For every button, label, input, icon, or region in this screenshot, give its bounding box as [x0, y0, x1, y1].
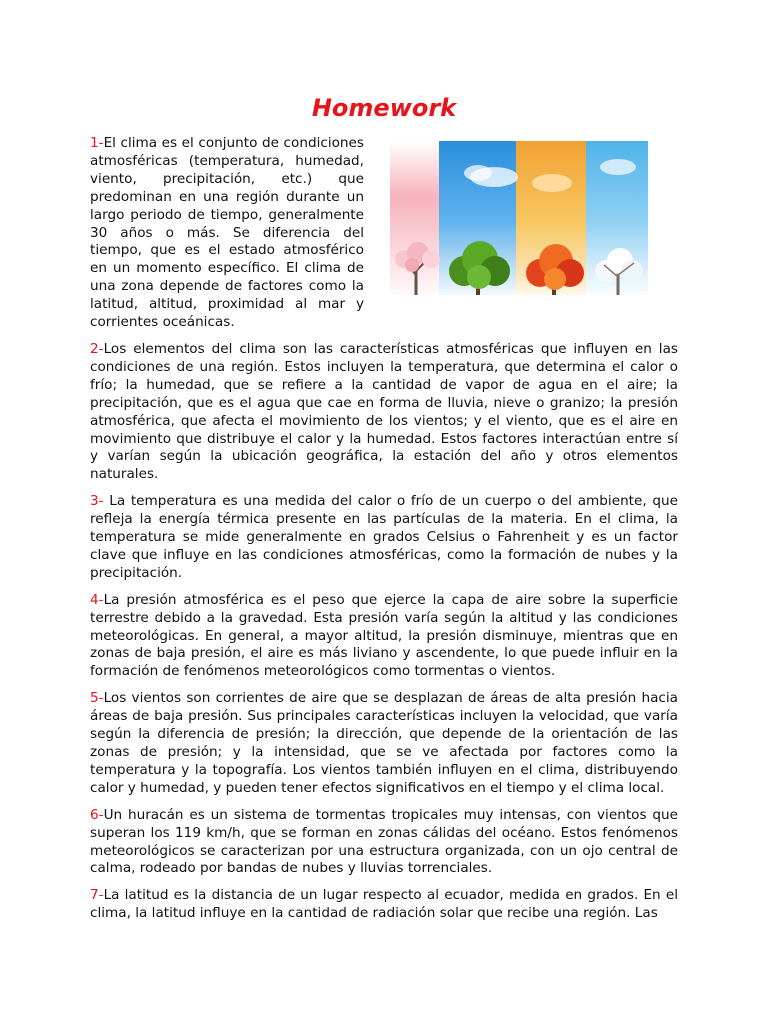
paragraph-5: [90, 690, 678, 797]
paragraph-text: Los elementos del clima son las características atmosféricas que influyen en las condiciones de una región. Estos incluyen la temperatura, que determina el calor o frío; la humedad, que se refiere a la cantidad de vapor de agua en el aire; la precipitación, que es el agua que cae en forma de lluvia, nieve o granizo; la presión atmosférica, que afecta el movimiento de los vientos; y el viento, que es el aire en movimiento que distribuye el calor y la humedad. Estos factores interactúan entre sí y varían según la ubicación geográfica, la estación del año y otros elementos naturales.: [90, 340, 678, 483]
four-seasons-trees-image: [382, 137, 650, 305]
paragraph-text: La presión atmosférica es el peso que ejerce la capa de aire sobre la superficie terrestre debido a la gravedad. Esta presión varía según la altitud y las condiciones meteorológicas. En general, a mayor altitud, la presión disminuye, mientras que en zonas de baja presión, el aire es más liviano y ascendente, lo que puede influir en la formación de fenómenos meteorológicos como tormentas o vientos.: [90, 591, 678, 680]
four-seasons-trees-icon: [382, 137, 650, 305]
paragraph-text: El clima es el conjunto de condiciones atmosféricas (temperatura, humedad, viento, precipitación, etc.) que predominan en una región durante un largo periodo de tiempo, generalmente 30 años o más. Se diferencia del tiempo, que es el estado atmosférico en un momento específico. El clima de una zona depende de factores como la latitud, altitud, proximidad al mar y corrientes oceánicas.: [90, 135, 364, 331]
paragraph-number: 6-: [90, 806, 104, 823]
document-body: [90, 135, 678, 932]
paragraph-number: 3-: [90, 493, 104, 510]
paragraph-4: [90, 592, 678, 682]
paragraph-number: 2-: [90, 340, 104, 357]
paragraph-6: [90, 807, 678, 879]
paragraph-number: 4-: [90, 591, 104, 608]
paragraph-1: [90, 135, 678, 332]
paragraph-number: 7-: [90, 887, 104, 904]
paragraph-7: [90, 887, 678, 923]
page-title: Homework: [311, 94, 457, 122]
paragraph-text: Un huracán es un sistema de tormentas tropicales muy intensas, con vientos que superan los 119 km/h, que se forman en zonas cálidas del océano. Estos fenómenos meteorológicos se caracterizan por una estructura organizada, con un ojo central de calma, rodeado por bandas de nubes y lluvias torrenciales.: [90, 806, 678, 877]
paragraph-3: [90, 493, 678, 583]
paragraph-text: Los vientos son corrientes de aire que se desplazan de áreas de alta presión hacia áreas de baja presión. Sus principales características incluyen la velocidad, que varía según la diferencia de presión; la dirección, que depende de la orientación de las zonas de presión; y la intensidad, que se ve afectada por factores como la temperatura y la topografía. Los vientos también influyen en el clima, distribuyendo calor y humedad, y pueden tener efectos significativos en el tiempo y el clima local.: [90, 690, 678, 796]
paragraph-text: La temperatura es una medida del calor o frío de un cuerpo o del ambiente, que refleja la energía térmica presente en las partículas de la materia. En el clima, la temperatura se mide generalmente en grados Celsius o Fahrenheit y es un factor clave que influye en las condiciones atmosféricas, como la formación de nubes y la precipitación.: [90, 493, 678, 581]
paragraph-2: [90, 341, 678, 484]
paragraph-text: La latitud es la distancia de un lugar respecto al ecuador, medida en grados. En el clima, la latitud influye en la cantidad de radiación solar que recibe una región. Las: [90, 887, 678, 922]
paragraph-number: 1-: [90, 135, 104, 151]
paragraph-number: 5-: [90, 690, 104, 707]
